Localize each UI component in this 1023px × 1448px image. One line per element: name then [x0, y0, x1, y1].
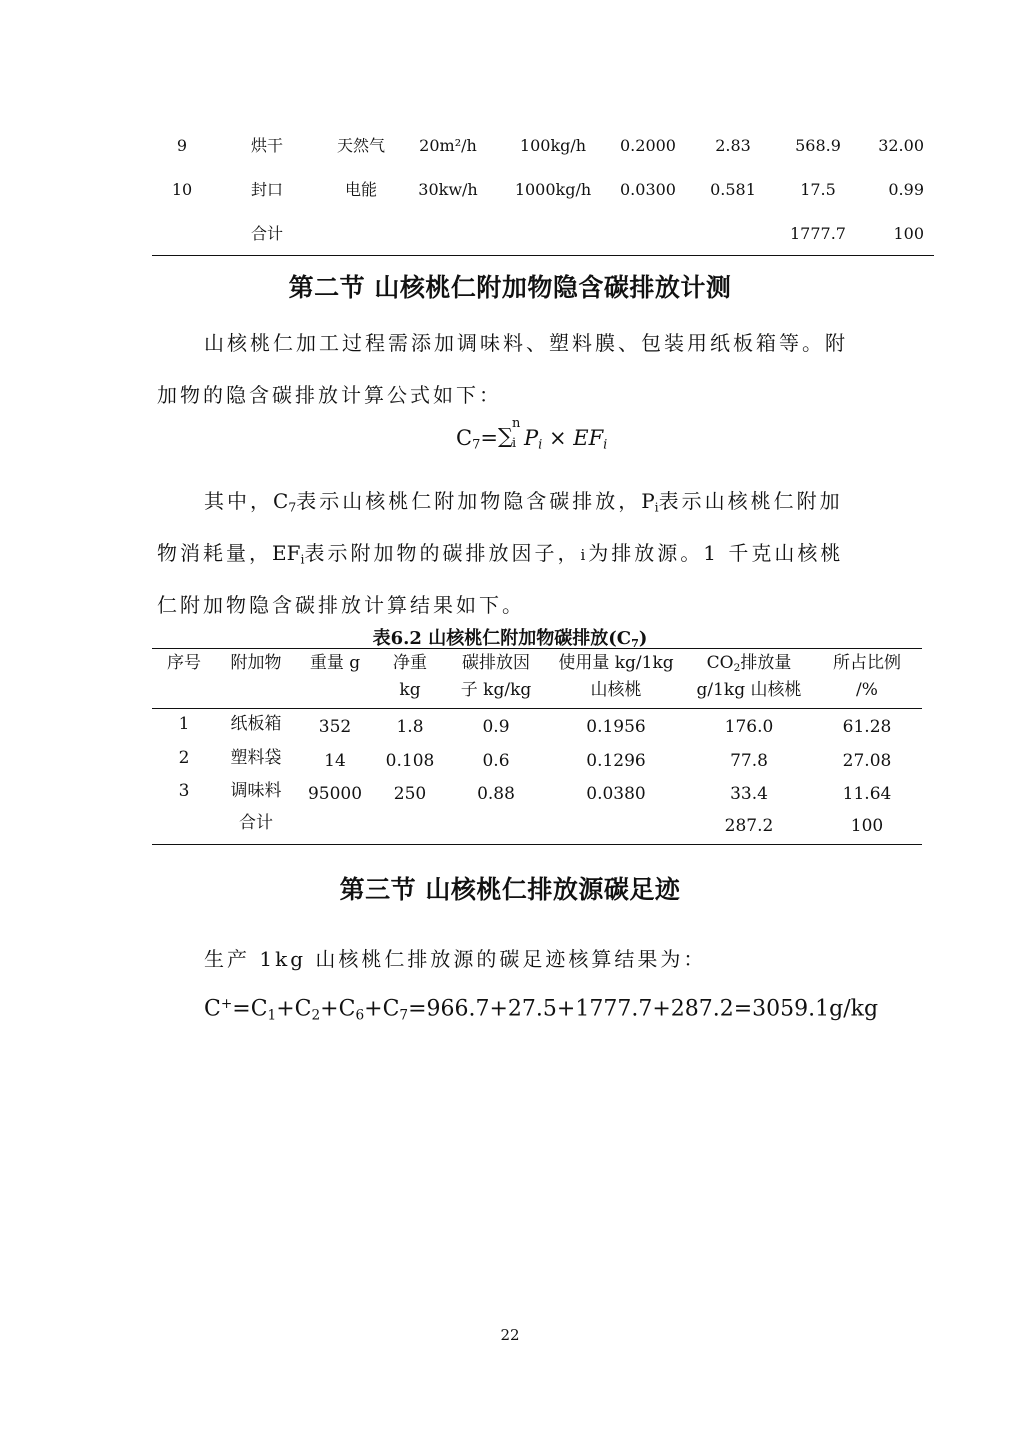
page-number: 22	[500, 1326, 520, 1344]
header-co2-unit: g/1kg 山核桃	[696, 680, 802, 700]
text: 表示山核桃仁附加	[658, 489, 843, 513]
header-weight: 重量 g	[309, 653, 361, 673]
cell-net: 250	[393, 784, 427, 804]
f-t3: C	[338, 996, 356, 1022]
formula-lhs-sub: 7	[472, 437, 481, 453]
paragraph-line: 山核桃仁加工过程需添加调味料、塑料膜、包装用纸板箱等。附	[204, 331, 848, 355]
formula-lhs: C	[456, 426, 473, 450]
header-factor-unit: 子 kg/kg	[460, 680, 532, 700]
paragraph-line: 仁附加物隐含碳排放计算结果如下。	[157, 593, 525, 617]
f-p2: +	[320, 996, 339, 1022]
header-usage: 使用量 kg/1kg	[558, 653, 674, 673]
f-t1: C	[250, 996, 268, 1022]
cell-share: 27.08	[842, 751, 892, 771]
cell-item: 塑料袋	[230, 748, 282, 768]
header-factor: 碳排放因	[462, 653, 530, 673]
header-co2-a: CO	[706, 653, 734, 673]
row-energy: 天然气	[336, 136, 385, 155]
row-energy: 电能	[344, 180, 377, 199]
section-heading: 第三节 山核桃仁排放源碳足迹	[339, 875, 681, 904]
text: C	[273, 489, 289, 513]
cell-usage: 0.0380	[586, 784, 646, 804]
summation	[497, 416, 524, 451]
text: i	[580, 546, 589, 564]
cell-co2: 33.4	[730, 784, 768, 804]
cell-weight: 14	[324, 751, 346, 771]
header-usage-unit: 山核桃	[590, 680, 642, 700]
row-capacity: 100kg/h	[519, 136, 587, 155]
cell-net: 1.8	[396, 717, 424, 737]
cell-co2: 77.8	[730, 751, 768, 771]
formula-p: P	[523, 426, 539, 450]
formula-ef-sub: i	[603, 437, 608, 453]
cell-factor: 0.6	[482, 751, 510, 771]
header-net: 净重	[393, 653, 427, 673]
header-no: 序号	[167, 653, 201, 673]
cell-factor: 0.88	[477, 784, 515, 804]
row-spec: 20m²/h	[419, 136, 477, 155]
f-t4: C	[382, 996, 400, 1022]
f-t2: C	[294, 996, 312, 1022]
text: 物消耗量，	[157, 541, 272, 565]
header-share-unit: /%	[856, 680, 878, 700]
f-plus-sup: +	[220, 996, 233, 1012]
f-t1-sub: 1	[267, 1007, 277, 1024]
table-total-row	[0, 219, 1023, 249]
text: 表示附加物的碳排放因子，	[304, 541, 581, 565]
row-step: 封口	[250, 180, 283, 199]
f-rest: =966.7+27.5+1777.7+287.2=3059.1g/kg	[408, 996, 879, 1022]
text-sub: 7	[288, 499, 297, 515]
paragraph-line: 加物的隐含碳排放计算公式如下：	[157, 383, 502, 407]
cell-no: 2	[178, 748, 190, 768]
text: EF	[272, 541, 301, 565]
table-top-rule	[152, 648, 922, 649]
text: P	[641, 489, 655, 513]
f-p1: +	[276, 996, 295, 1022]
table-row	[0, 175, 1023, 205]
table-bottom-rule	[152, 255, 934, 256]
text-sub: i	[654, 499, 659, 515]
cell-usage: 0.1296	[586, 751, 646, 771]
header-item: 附加物	[230, 653, 282, 673]
formula-p-sub: i	[538, 437, 543, 453]
section-heading: 第二节 山核桃仁附加物隐含碳排放计测	[288, 273, 732, 302]
header-net-unit: kg	[399, 680, 421, 700]
row-ef: 0.581	[710, 180, 756, 199]
row-step: 烘干	[250, 136, 283, 155]
header-share: 所占比例	[833, 653, 901, 673]
formula-times: ×	[542, 426, 574, 450]
cell-co2: 176.0	[724, 717, 774, 737]
row-no: 10	[171, 180, 193, 199]
cell-item: 调味料	[230, 781, 282, 801]
f-t2-sub: 2	[311, 1007, 321, 1024]
f-c: C	[204, 996, 221, 1022]
row-emission: 568.9	[795, 136, 841, 155]
row-factor: 0.0300	[620, 180, 676, 199]
sum-lower: i	[511, 436, 517, 451]
cell-no: 1	[178, 714, 190, 734]
row-ef: 2.83	[715, 136, 751, 155]
text: 其中，	[204, 489, 273, 513]
row-factor: 0.2000	[620, 136, 676, 155]
paragraph-line	[204, 486, 843, 522]
row-emission: 17.5	[800, 180, 836, 199]
paragraph-line	[157, 538, 843, 574]
paragraph-line: 生产 1kg 山核桃仁排放源的碳足迹核算结果为：	[204, 947, 707, 971]
footprint-formula	[204, 996, 878, 1023]
sum-upper: n	[511, 416, 521, 431]
cell-net: 0.108	[385, 751, 435, 771]
cell-item: 纸板箱	[230, 714, 282, 734]
f-p3: +	[364, 996, 383, 1022]
header-co2-b: 排放量	[740, 653, 792, 673]
cell-weight: 352	[318, 717, 352, 737]
row-share: 0.99	[888, 180, 924, 199]
table-caption	[150, 624, 870, 650]
row-no: 9	[176, 136, 188, 155]
table-header-rule	[152, 708, 922, 709]
cell-item: 合计	[239, 813, 273, 833]
f-t3-sub: 6	[355, 1007, 365, 1024]
caption-sub: 7	[631, 637, 639, 651]
formula-eq: =	[480, 426, 498, 450]
formula-ef: EF	[573, 426, 604, 450]
row-share: 100	[893, 224, 924, 243]
cell-co2: 287.2	[724, 816, 774, 836]
cell-share: 61.28	[842, 717, 892, 737]
header-co2-sub: 2	[733, 661, 741, 674]
cell-usage: 0.1956	[586, 717, 646, 737]
table-row	[0, 131, 1023, 161]
sum-symbol: ∑	[497, 424, 513, 448]
row-emission: 1777.7	[790, 224, 846, 243]
f-eq: =	[232, 996, 251, 1022]
formula	[456, 416, 608, 453]
row-step: 合计	[250, 224, 283, 243]
caption-end: )	[638, 628, 648, 649]
caption-text: 表6.2 山核桃仁附加物碳排放(C	[372, 628, 632, 649]
text: 为排放源。1 千克山核桃	[588, 541, 844, 565]
row-share: 32.00	[878, 136, 924, 155]
cell-weight: 95000	[307, 784, 363, 804]
cell-share: 11.64	[842, 784, 892, 804]
cell-share: 100	[850, 816, 884, 836]
row-capacity: 1000kg/h	[514, 180, 592, 199]
cell-no: 3	[178, 781, 190, 801]
row-spec: 30kw/h	[418, 180, 478, 199]
f-t4-sub: 7	[399, 1007, 409, 1024]
text-sub: i	[300, 551, 305, 567]
text: 表示山核桃仁附加物隐含碳排放，	[296, 489, 642, 513]
cell-factor: 0.9	[482, 717, 510, 737]
table-bottom-rule	[152, 844, 922, 845]
